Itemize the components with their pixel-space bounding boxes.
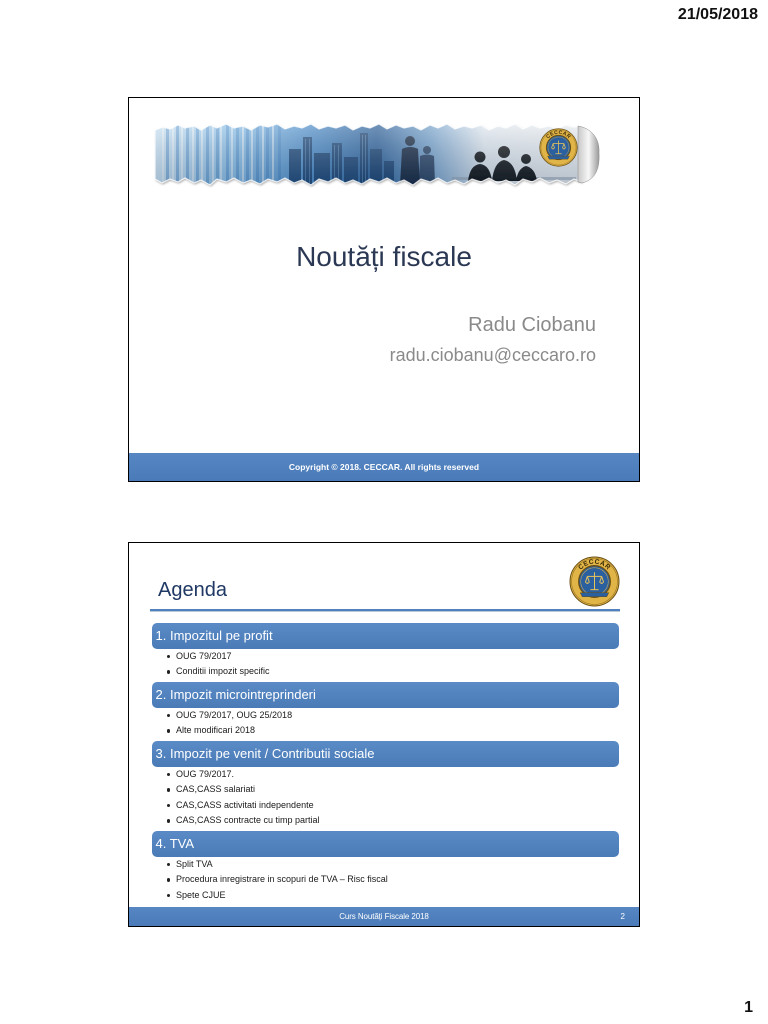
list-item-text: CAS,CASS activitati independente	[176, 799, 314, 810]
list-item-text: Spete CJUE	[176, 889, 226, 900]
list-item	[152, 798, 619, 814]
list-item-text: CAS,CASS contracte cu timp partial	[176, 815, 320, 825]
bullet-icon	[167, 788, 170, 791]
author-email: radu.ciobanu@ceccaro.ro	[389, 345, 596, 365]
section-heading: 1. Impozitul pe profit	[152, 623, 619, 649]
page-number: 1	[744, 999, 753, 1016]
slide-number: 2	[620, 912, 625, 921]
list-item-text: Alte modificari 2018	[176, 725, 256, 735]
list-item	[152, 767, 619, 783]
list-item	[152, 857, 619, 873]
author-name: Radu Ciobanu	[468, 314, 596, 336]
slide-title: Agenda	[158, 578, 227, 601]
section-heading: 4. TVA	[152, 831, 619, 857]
bullet-icon	[167, 819, 170, 822]
list-item-text: CAS,CASS salariati	[176, 784, 256, 794]
list-item	[152, 782, 619, 798]
slide-2-agenda	[128, 542, 640, 927]
list-item	[152, 664, 619, 680]
bullet-icon	[167, 714, 170, 717]
list-item	[152, 872, 619, 888]
list-item-text: Split TVA	[176, 858, 213, 869]
list-item-text: Procedura inregistrare in scopuri de TVA – Risc fiscal	[176, 874, 388, 884]
title-divider	[150, 609, 620, 611]
section-heading: 2. Impozit microintreprinderi	[152, 682, 619, 708]
slide-footer	[129, 907, 639, 926]
agenda-list	[152, 623, 619, 906]
list-item-text: OUG 79/2017, OUG 25/2018	[176, 709, 293, 720]
list-item-text: OUG 79/2017	[176, 650, 232, 661]
bullet-icon	[167, 804, 170, 807]
list-item-text: OUG 79/2017.	[176, 768, 235, 779]
list-item	[152, 723, 619, 739]
list-item	[152, 813, 619, 829]
list-item	[152, 649, 619, 665]
slide-title: Noutăți fiscale	[296, 241, 472, 272]
agenda-section	[152, 682, 619, 739]
bullet-list	[152, 857, 619, 904]
list-item	[152, 708, 619, 724]
list-item	[152, 888, 619, 904]
section-heading: 3. Impozit pe venit / Contributii sociale	[152, 741, 619, 767]
list-item-text: Conditii impozit specific	[176, 666, 270, 676]
bullet-list	[152, 708, 619, 739]
title-banner-image	[154, 119, 600, 189]
ceccar-seal-logo	[569, 556, 620, 607]
ceccar-seal-logo	[540, 129, 577, 166]
seal-lettering: CECCAR	[577, 558, 612, 572]
agenda-section	[152, 831, 619, 904]
bullet-icon	[167, 670, 170, 673]
slide-footer: Copyright © 2018. CECCAR. All rights reserved	[129, 453, 639, 481]
bullet-icon	[167, 773, 170, 776]
slide-1-title	[128, 97, 640, 482]
seal-lettering: CECCAR	[545, 129, 572, 141]
bullet-list	[152, 767, 619, 829]
bullet-list	[152, 649, 619, 680]
print-date: 21/05/2018	[677, 6, 758, 23]
bullet-icon	[167, 655, 170, 658]
agenda-section	[152, 741, 619, 829]
bullet-icon	[167, 878, 170, 881]
agenda-section	[152, 623, 619, 680]
footer-course-title: Curs Noutăți Fiscale 2018	[339, 912, 429, 921]
bullet-icon	[167, 863, 170, 866]
bullet-icon	[167, 894, 170, 897]
bullet-icon	[167, 729, 170, 732]
